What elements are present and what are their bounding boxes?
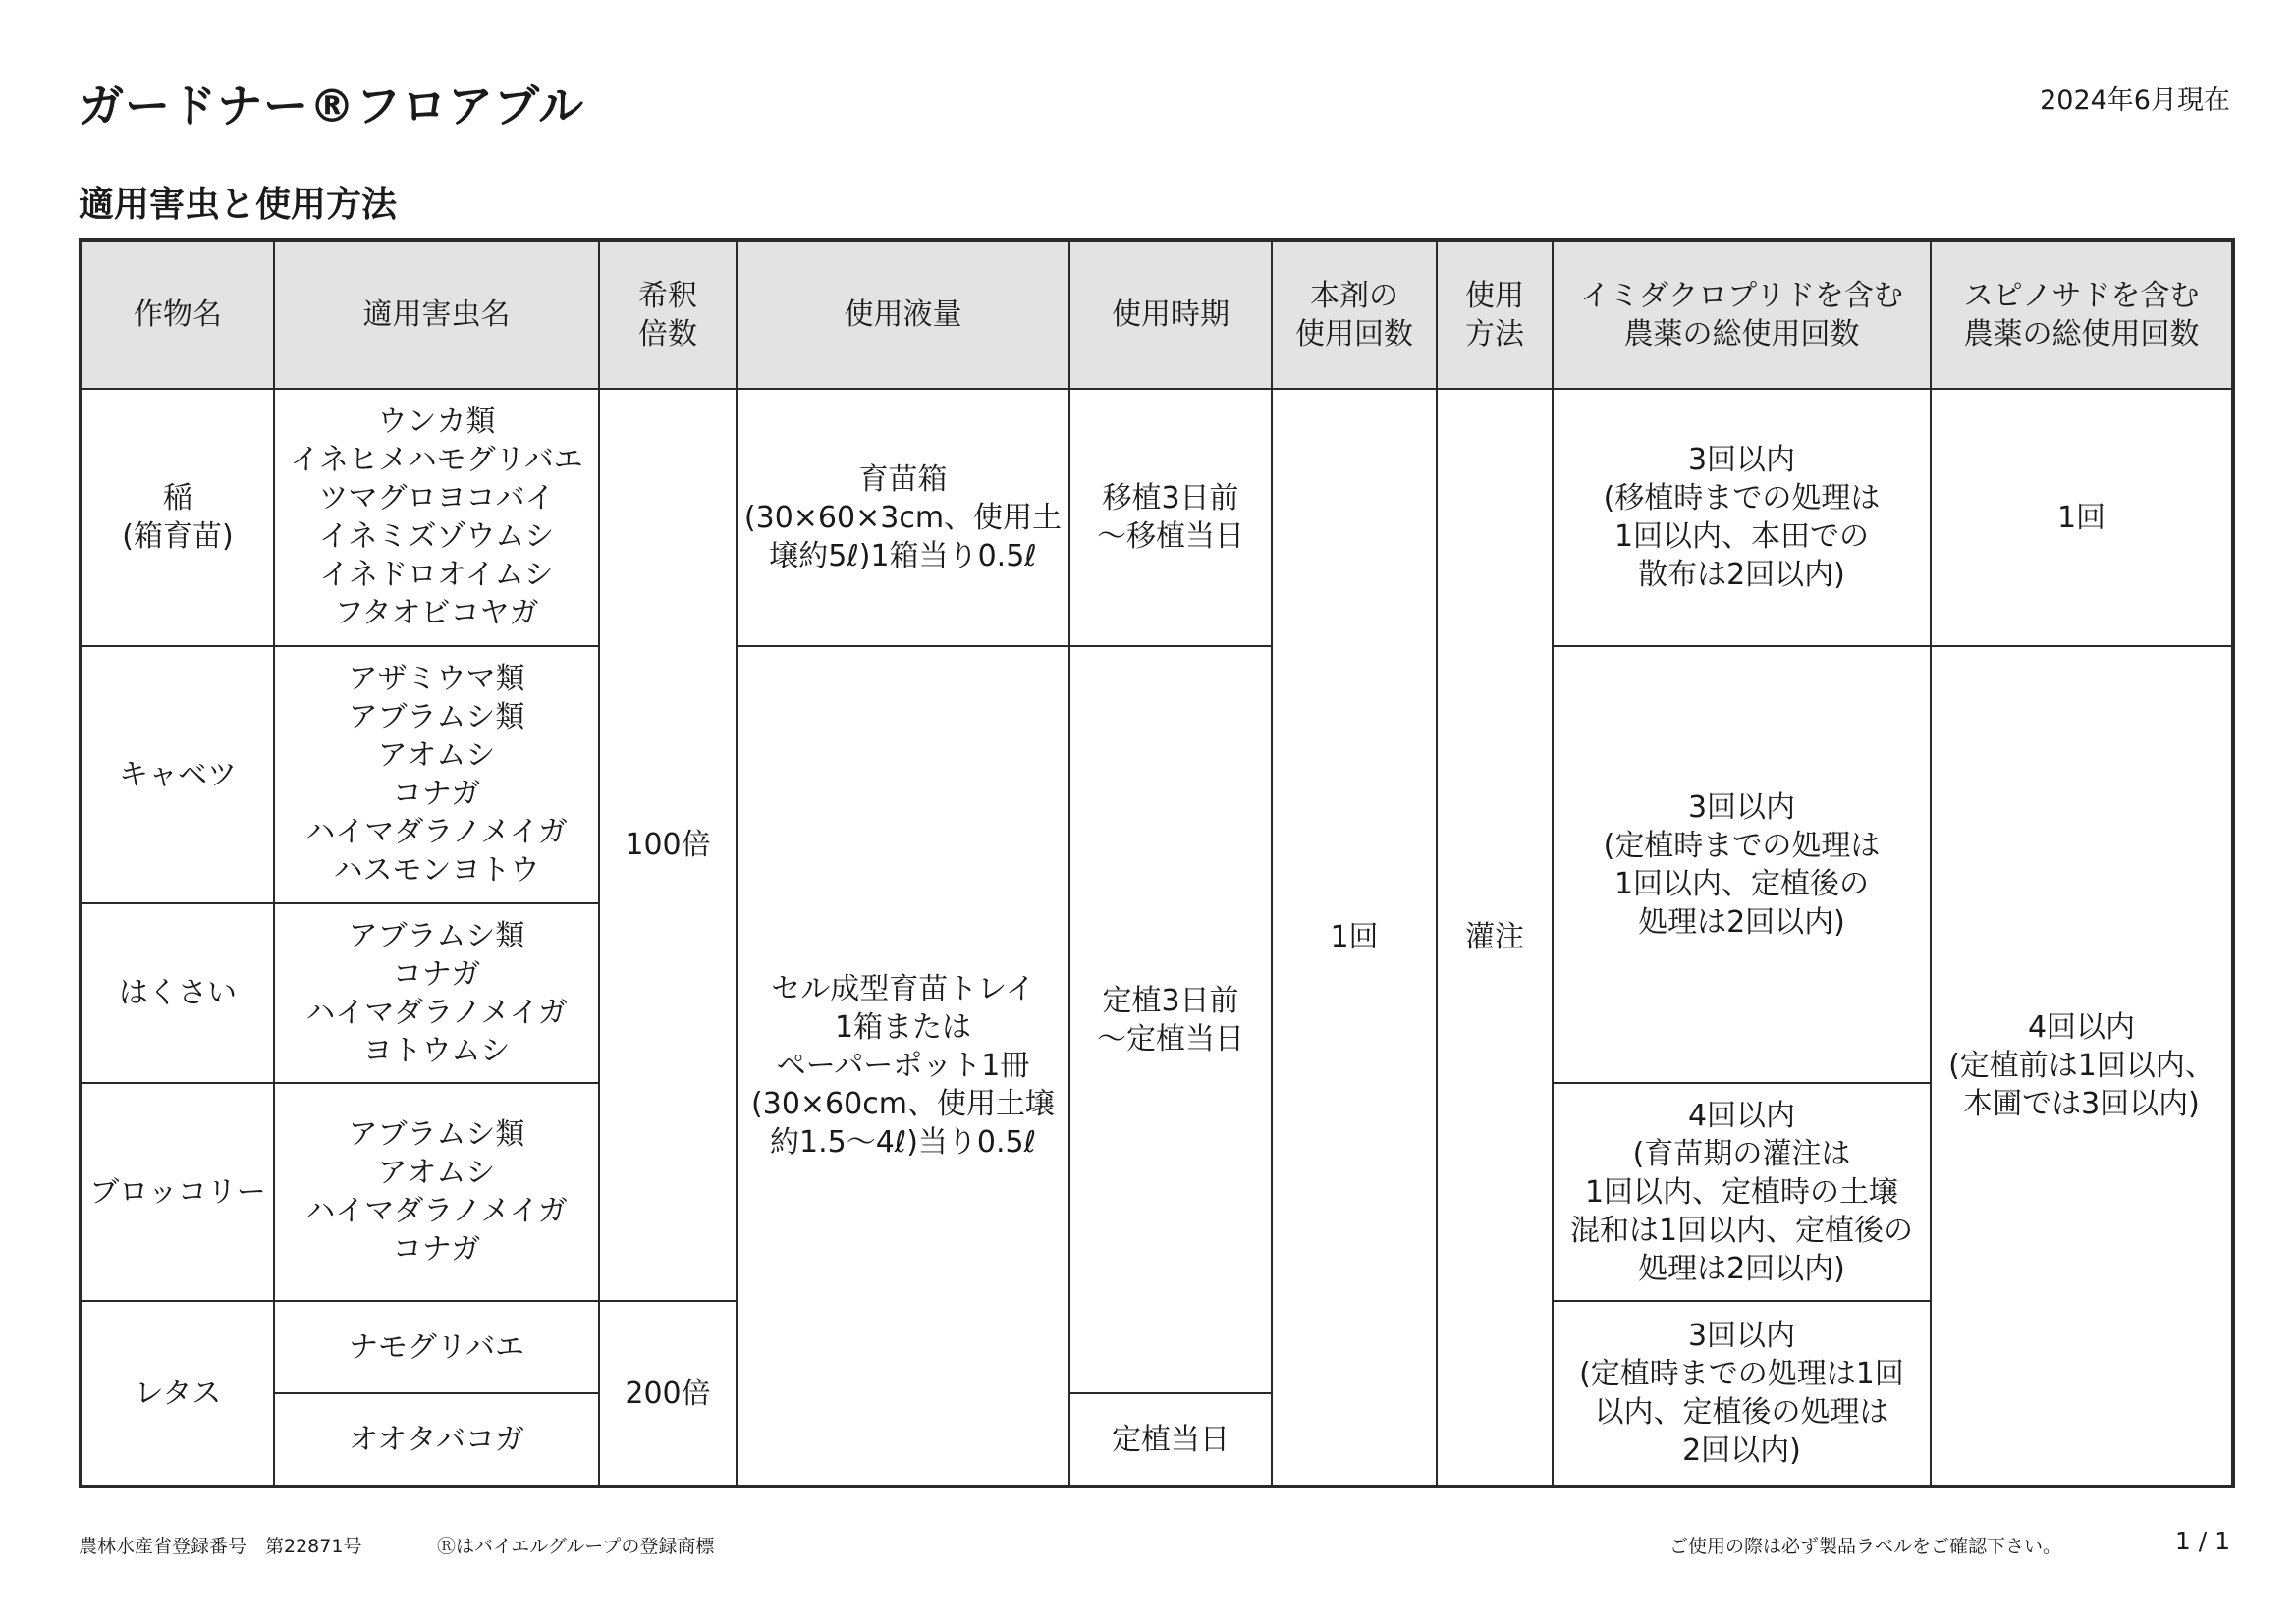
pest-cell: オオタバコガ bbox=[274, 1393, 599, 1487]
page-title: ガードナー®フロアブル bbox=[79, 80, 585, 133]
imidacloprid-cell: 3回以内 (定植時までの処理は1回 以内、定植後の処理は 2回以内) bbox=[1553, 1301, 1931, 1487]
timing-cell: 定植当日 bbox=[1069, 1393, 1272, 1487]
pest-cell: ウンカ類 イネヒメハモグリバエ ツマグロヨコバイ イネミズゾウムシ イネドロオイムシ フタオビコヤガ bbox=[274, 389, 599, 646]
col-header-timing: 使用時期 bbox=[1069, 240, 1272, 389]
col-header-crop: 作物名 bbox=[81, 240, 274, 389]
crop-cell: キャベツ bbox=[81, 646, 274, 903]
crop-cell: はくさい bbox=[81, 903, 274, 1083]
date-label: 2024年6月現在 bbox=[2040, 85, 2230, 116]
col-header-uses: 本剤の 使用回数 bbox=[1272, 240, 1437, 389]
pest-cell: アブラムシ類 アオムシ ハイマダラノメイガ コナガ bbox=[274, 1083, 599, 1301]
col-header-spinosad: スピノサドを含む 農薬の総使用回数 bbox=[1931, 240, 2233, 389]
imidacloprid-cell: 3回以内 (移植時までの処理は 1回以内、本田での 散布は2回以内) bbox=[1553, 389, 1931, 646]
timing-cell: 定植3日前 ～定植当日 bbox=[1069, 646, 1272, 1393]
trademark-note: Ⓡはバイエルグループの登録商標 bbox=[437, 1536, 715, 1557]
col-header-dilution: 希釈 倍数 bbox=[599, 240, 737, 389]
crop-cell: 稲 (箱育苗) bbox=[81, 389, 274, 646]
section-title: 適用害虫と使用方法 bbox=[79, 185, 398, 225]
table-header-row bbox=[81, 240, 2233, 389]
dilution-cell: 100倍 bbox=[599, 389, 737, 1301]
spinosad-cell: 4回以内 (定植前は1回以内、 本圃では3回以内) bbox=[1931, 646, 2233, 1487]
col-header-imidacloprid: イミダクロプリドを含む 農薬の総使用回数 bbox=[1553, 240, 1931, 389]
pest-cell: アザミウマ類 アブラムシ類 アオムシ コナガ ハイマダラノメイガ ハスモンヨトウ bbox=[274, 646, 599, 903]
imidacloprid-cell: 4回以内 (育苗期の灌注は 1回以内、定植時の土壌 混和は1回以内、定植後の 処理は2回以内) bbox=[1553, 1083, 1931, 1301]
table-row bbox=[81, 646, 2233, 903]
application-table bbox=[79, 238, 2235, 1488]
timing-cell: 移植3日前 ～移植当日 bbox=[1069, 389, 1272, 646]
method-cell: 灌注 bbox=[1437, 389, 1553, 1487]
imidacloprid-cell: 3回以内 (定植時までの処理は 1回以内、定植後の 処理は2回以内) bbox=[1553, 646, 1931, 1083]
crop-cell: レタス bbox=[81, 1301, 274, 1487]
registration-number: 農林水産省登録番号 第22871号 bbox=[79, 1536, 362, 1557]
volume-cell: セル成型育苗トレイ 1箱または ペーパーポット1冊 (30×60cm、使用土壌 約1.5～4ℓ)当り0.5ℓ bbox=[737, 646, 1069, 1487]
crop-cell: ブロッコリー bbox=[81, 1083, 274, 1301]
pest-cell: アブラムシ類 コナガ ハイマダラノメイガ ヨトウムシ bbox=[274, 903, 599, 1083]
col-header-method: 使用 方法 bbox=[1437, 240, 1553, 389]
table-row bbox=[81, 389, 2233, 646]
col-header-volume: 使用液量 bbox=[737, 240, 1069, 389]
col-header-pest: 適用害虫名 bbox=[274, 240, 599, 389]
page-number: 1 / 1 bbox=[2174, 1527, 2230, 1555]
spinosad-cell: 1回 bbox=[1931, 389, 2233, 646]
dilution-cell: 200倍 bbox=[599, 1301, 737, 1487]
volume-cell: 育苗箱 (30×60×3cm、使用土 壌約5ℓ)1箱当り0.5ℓ bbox=[737, 389, 1069, 646]
usage-note: ご使用の際は必ず製品ラベルをご確認下さい。 bbox=[1669, 1536, 2062, 1557]
pest-cell: ナモグリバエ bbox=[274, 1301, 599, 1393]
uses-cell: 1回 bbox=[1272, 389, 1437, 1487]
